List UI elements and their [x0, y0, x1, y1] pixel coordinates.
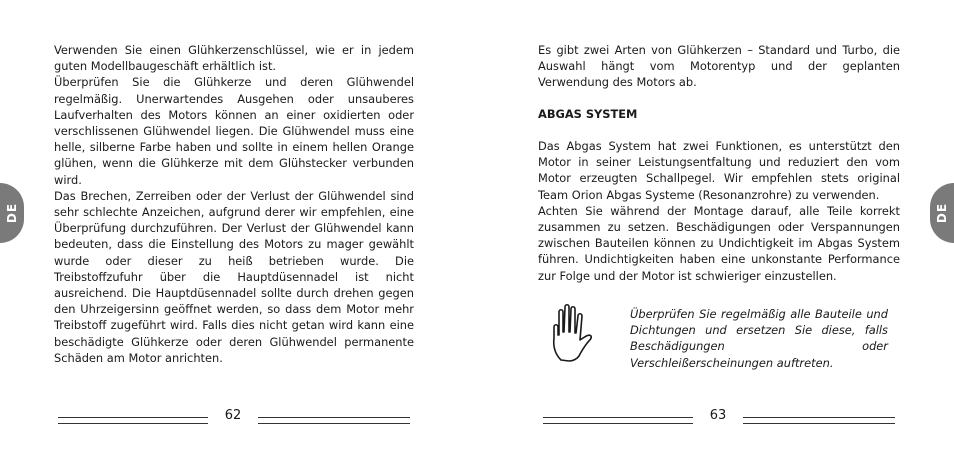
right-page	[477, 0, 954, 457]
right-page-footer	[477, 408, 954, 428]
language-tab-label: DE	[4, 202, 19, 224]
hand-stop-icon	[549, 302, 595, 364]
section-heading: ABGAS SYSTEM	[538, 107, 638, 121]
paragraph: Das Abgas System hat zwei Funktionen, es unterstützt den Motor in seiner Leistungsentfaltung und reduziert den vom Motor erzeugten Schallpegel. Wir empfehlen stets original Team Orion Abgas Systeme (Resonanzrohre) zu verwenden.	[538, 139, 900, 202]
footer-rule-left	[58, 417, 208, 424]
paragraph: Achten Sie während der Montage darauf, alle Teile korrekt zusammen zu setzen. Beschädigungen oder Verspannungen zwischen Bauteilen können zu Undichtigkeit im Abgas System führen. Undichtigkeiten haben eine unkonstante Performance zur Folge und der Motor ist schwieriger einzustellen.	[538, 203, 900, 283]
page-number: 62	[224, 408, 242, 423]
language-tab-label: DE	[934, 202, 949, 224]
paragraph: Das Brechen, Zerreiben oder der Verlust der Glühwendel sind sehr schlechte Anzeichen, aufgrund derer wir empfehlen, eine Überprüfung durchzuführen. Der Verlust der Glühwendel kann bedeuten, dass die Einstellung des Motors zu mager gewählt wurde oder dieser zu heiß betrieben wurde. Die Treibstoffzufuhr über die Hauptdüsennadel ist nicht ausreichend. Die Hauptdüsennadel sollte durch drehen gegen den Uhrzeigersinn geöffnet werden, so dass dem Motor mehr Treibstoff zugeführt wird. Falls dies nicht getan wird kann eine beschädigte Glühkerze oder deren Glühwendel permanente Schäden am Motor anrichten.	[54, 188, 414, 365]
paragraph: Überprüfen Sie die Glühkerze und deren Glühwendel regelmäßig. Unerwartendes Ausgehen oder unsauberes Laufverhalten des Motors können an einer oxidierten oder verschlissenen Glühwendel liegen. Die Glühwendel muss eine helle, silberne Farbe haben und sollte in einem hellen Orange glühen, wenn die Glühkerze mit dem Glühstecker verbunden wird.	[54, 75, 414, 187]
paragraph: Es gibt zwei Arten von Glühkerzen – Standard und Turbo, die Auswahl hängt vom Motorentyp und der geplanten Verwendung des Motors ab.	[538, 43, 900, 90]
footer-rule-right	[258, 417, 410, 424]
language-tab-right	[930, 183, 954, 243]
footer-rule-right	[743, 417, 895, 424]
left-page-footer	[0, 408, 477, 428]
paragraph: Verwenden Sie einen Glühkerzenschlüssel, wie er in jedem guten Modellbaugeschäft erhältlich ist.	[54, 43, 414, 74]
page-number: 63	[709, 408, 727, 423]
left-body-text	[54, 42, 414, 366]
footer-rule-left	[543, 417, 693, 424]
right-intro-text	[538, 42, 900, 91]
maintenance-note: Überprüfen Sie regelmäßig alle Bauteile und Dichtungen und ersetzen Sie diese, falls Beschädigungen oder Verschleißerscheinungen auftreten.	[630, 307, 888, 370]
language-tab-left	[0, 183, 24, 243]
right-body-text	[538, 138, 900, 284]
